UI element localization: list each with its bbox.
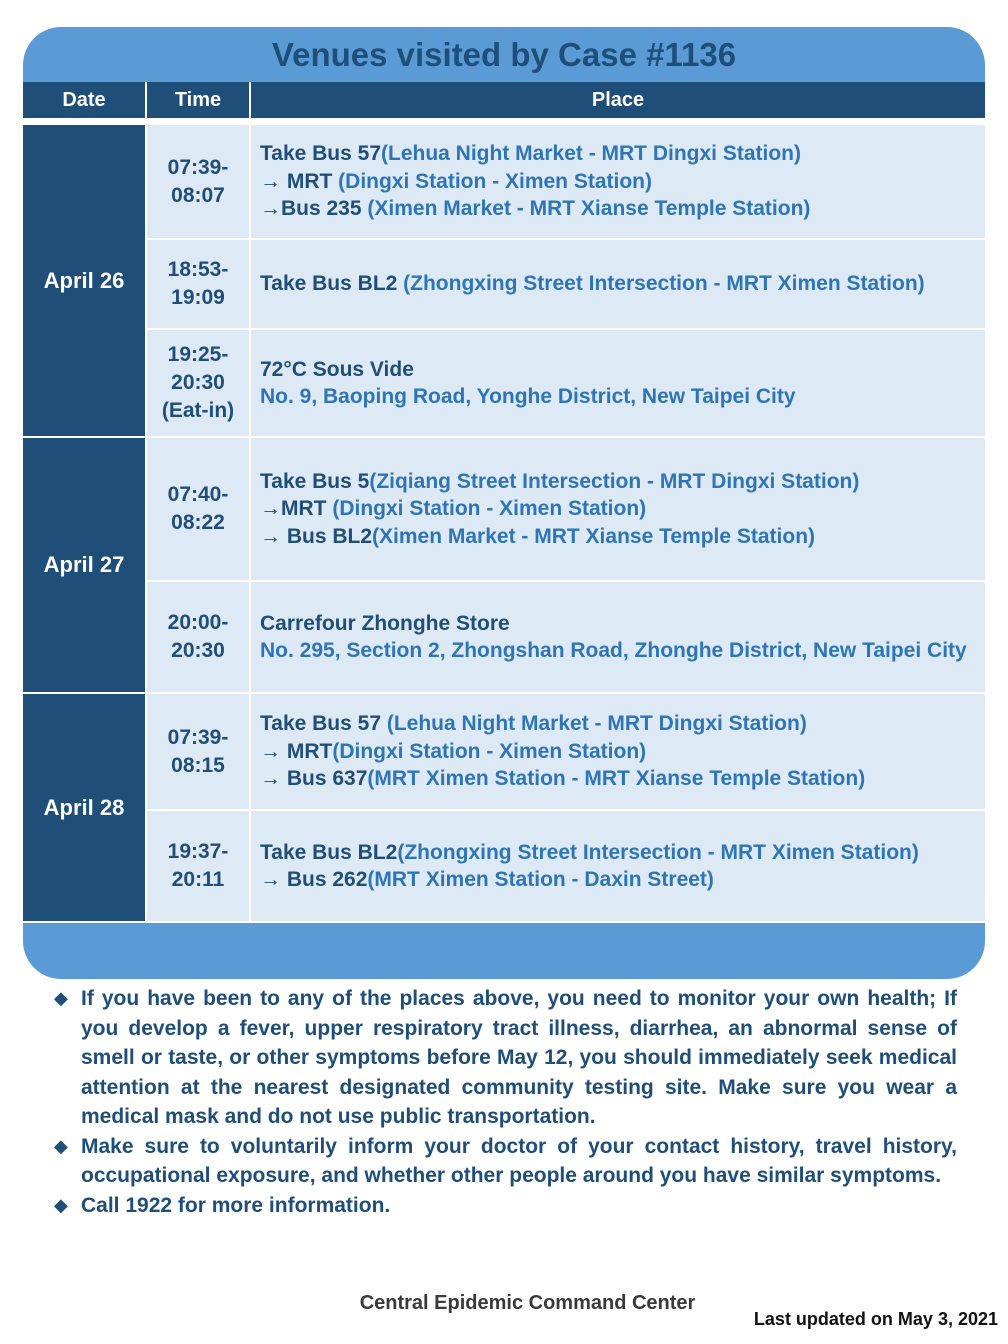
table-row [23,239,985,329]
diamond-bullet-icon: ◆ [54,988,68,1008]
time-text: 20:30 [171,371,225,394]
place-label: → Bus 262 [260,868,368,891]
place-detail: (Lehua Night Market - MRT Dingxi Station) [386,712,807,736]
note-item [52,1191,957,1221]
place-detail: No. 9, Baoping Road, Yonghe District, New Taipei City [260,385,796,408]
note-item [52,1132,957,1191]
place-detail: (MRT Ximen Station - Daxin Street) [367,868,714,891]
table-row [23,124,985,239]
table-row [23,581,985,693]
place-label: Carrefour Zhonghe Store [260,611,510,635]
place-label: Take Bus 57 [260,142,382,166]
place-cell [250,124,985,239]
place-label: Take Bus 57 [260,712,387,736]
time-text: 08:07 [171,183,225,207]
header-place: Place [250,82,985,119]
time-text: 20:00- [167,611,229,634]
place-cell [250,810,985,922]
time-text: (Eat-in) [161,399,235,422]
place-detail: (Dingxi Station - Ximen Station) [332,739,647,763]
place-detail: (Ximen Market - MRT Xianse Temple Station) [372,524,816,548]
table-row [23,329,985,437]
place-line [260,610,977,638]
place-line [260,523,977,551]
note-text: If you have been to any of the places above, you need to monitor your own health; If you develop a fever, upper respiratory tract illness, diarrhea, an abnormal sense of smell or taste, or other symptoms before May 12, you should immediately seek medical attention at the nearest designated community testing site. Make sure you wear a medical mask and do not use public transportation. [81,987,957,1128]
time-text: 19:37- [167,840,229,863]
header-date: Date [23,82,146,119]
time-cell [146,124,250,239]
place-line [260,637,977,665]
page-title: Venues visited by Case #1136 [271,36,737,73]
place-line [260,168,977,196]
place-line [260,195,977,223]
place-label: → MRT [260,169,339,193]
time-text: 08:22 [171,511,225,534]
table-row [23,810,985,922]
note-text: Call 1922 for more information. [81,1193,391,1217]
time-text: 20:11 [171,868,225,891]
note-text: Make sure to voluntarily inform your doctor of your contact history, travel history, occupational exposure, and whether other people around you have similar symptoms. [81,1134,957,1187]
place-detail: (Dingxi Station - Ximen Station) [332,497,647,521]
place-detail: (MRT Ximen Station - MRT Xianse Temple Station) [367,767,866,791]
place-label: Take Bus 5 [260,469,370,493]
place-label: Take Bus BL2 [260,840,398,864]
place-cell [250,581,985,693]
place-line [260,140,977,168]
time-text: 08:15 [171,753,225,777]
venues-table-body [23,124,985,922]
place-detail: (Zhongxing Street Intersection - MRT Ximen Station) [397,840,919,864]
footer-organization: Central Epidemic Command Center [359,1292,696,1314]
place-detail: No. 295, Section 2, Zhongshan Road, Zhonghe District, New Taipei City [260,639,967,662]
place-label: → Bus 637 [260,767,368,791]
place-line [260,495,977,523]
time-text: 07:39- [167,725,229,749]
place-detail: (Lehua Night Market - MRT Dingxi Station) [381,142,802,166]
diamond-bullet-icon: ◆ [54,1135,68,1156]
place-detail: (Zhongxing Street Intersection - MRT Ximen Station) [403,272,925,296]
time-cell [146,810,250,922]
date-cell: April 27 [23,437,146,693]
place-cell [250,329,985,437]
place-line [260,383,977,411]
time-cell [146,239,250,329]
date-cell: April 26 [23,124,146,437]
note-item [52,984,957,1132]
place-label: →Bus 235 [260,197,368,221]
place-line [260,270,977,298]
place-line [260,738,977,766]
place-detail: (Ximen Market - MRT Xianse Temple Station) [367,197,811,221]
place-cell [250,437,985,581]
time-text: 20:30 [171,639,225,662]
place-line [260,839,977,867]
time-cell [146,581,250,693]
date-cell: April 28 [23,693,146,922]
time-text: 18:53- [167,258,229,281]
place-line [260,765,977,793]
time-text: 07:39- [167,155,229,179]
place-label: → MRT [260,739,333,763]
place-line [260,710,977,738]
venues-card [23,27,985,979]
time-cell [146,329,250,437]
place-line [260,866,977,894]
diamond-bullet-icon: ◆ [54,1194,68,1215]
time-text: 19:25- [167,343,229,366]
venues-table [23,82,985,923]
place-cell [250,693,985,810]
place-line [260,356,977,384]
advisory-notes [52,984,957,1220]
header-time: Time [146,82,250,119]
place-label: Take Bus BL2 [260,272,404,296]
time-cell [146,437,250,581]
table-row [23,693,985,810]
place-label: → Bus BL2 [260,524,373,548]
place-label: →MRT [260,497,333,521]
place-cell [250,239,985,329]
time-cell [146,693,250,810]
place-label: 72°C Sous Vide [260,357,414,381]
table-header-row [23,82,985,119]
table-row [23,437,985,581]
footer-last-updated: Last updated on May 3, 2021 [753,1309,998,1329]
place-line [260,468,977,496]
place-detail: (Ziqiang Street Intersection - MRT Dingxi Station) [369,469,860,493]
time-text: 07:40- [167,483,229,506]
time-text: 19:09 [171,286,225,309]
place-detail: (Dingxi Station - Ximen Station) [338,169,652,193]
